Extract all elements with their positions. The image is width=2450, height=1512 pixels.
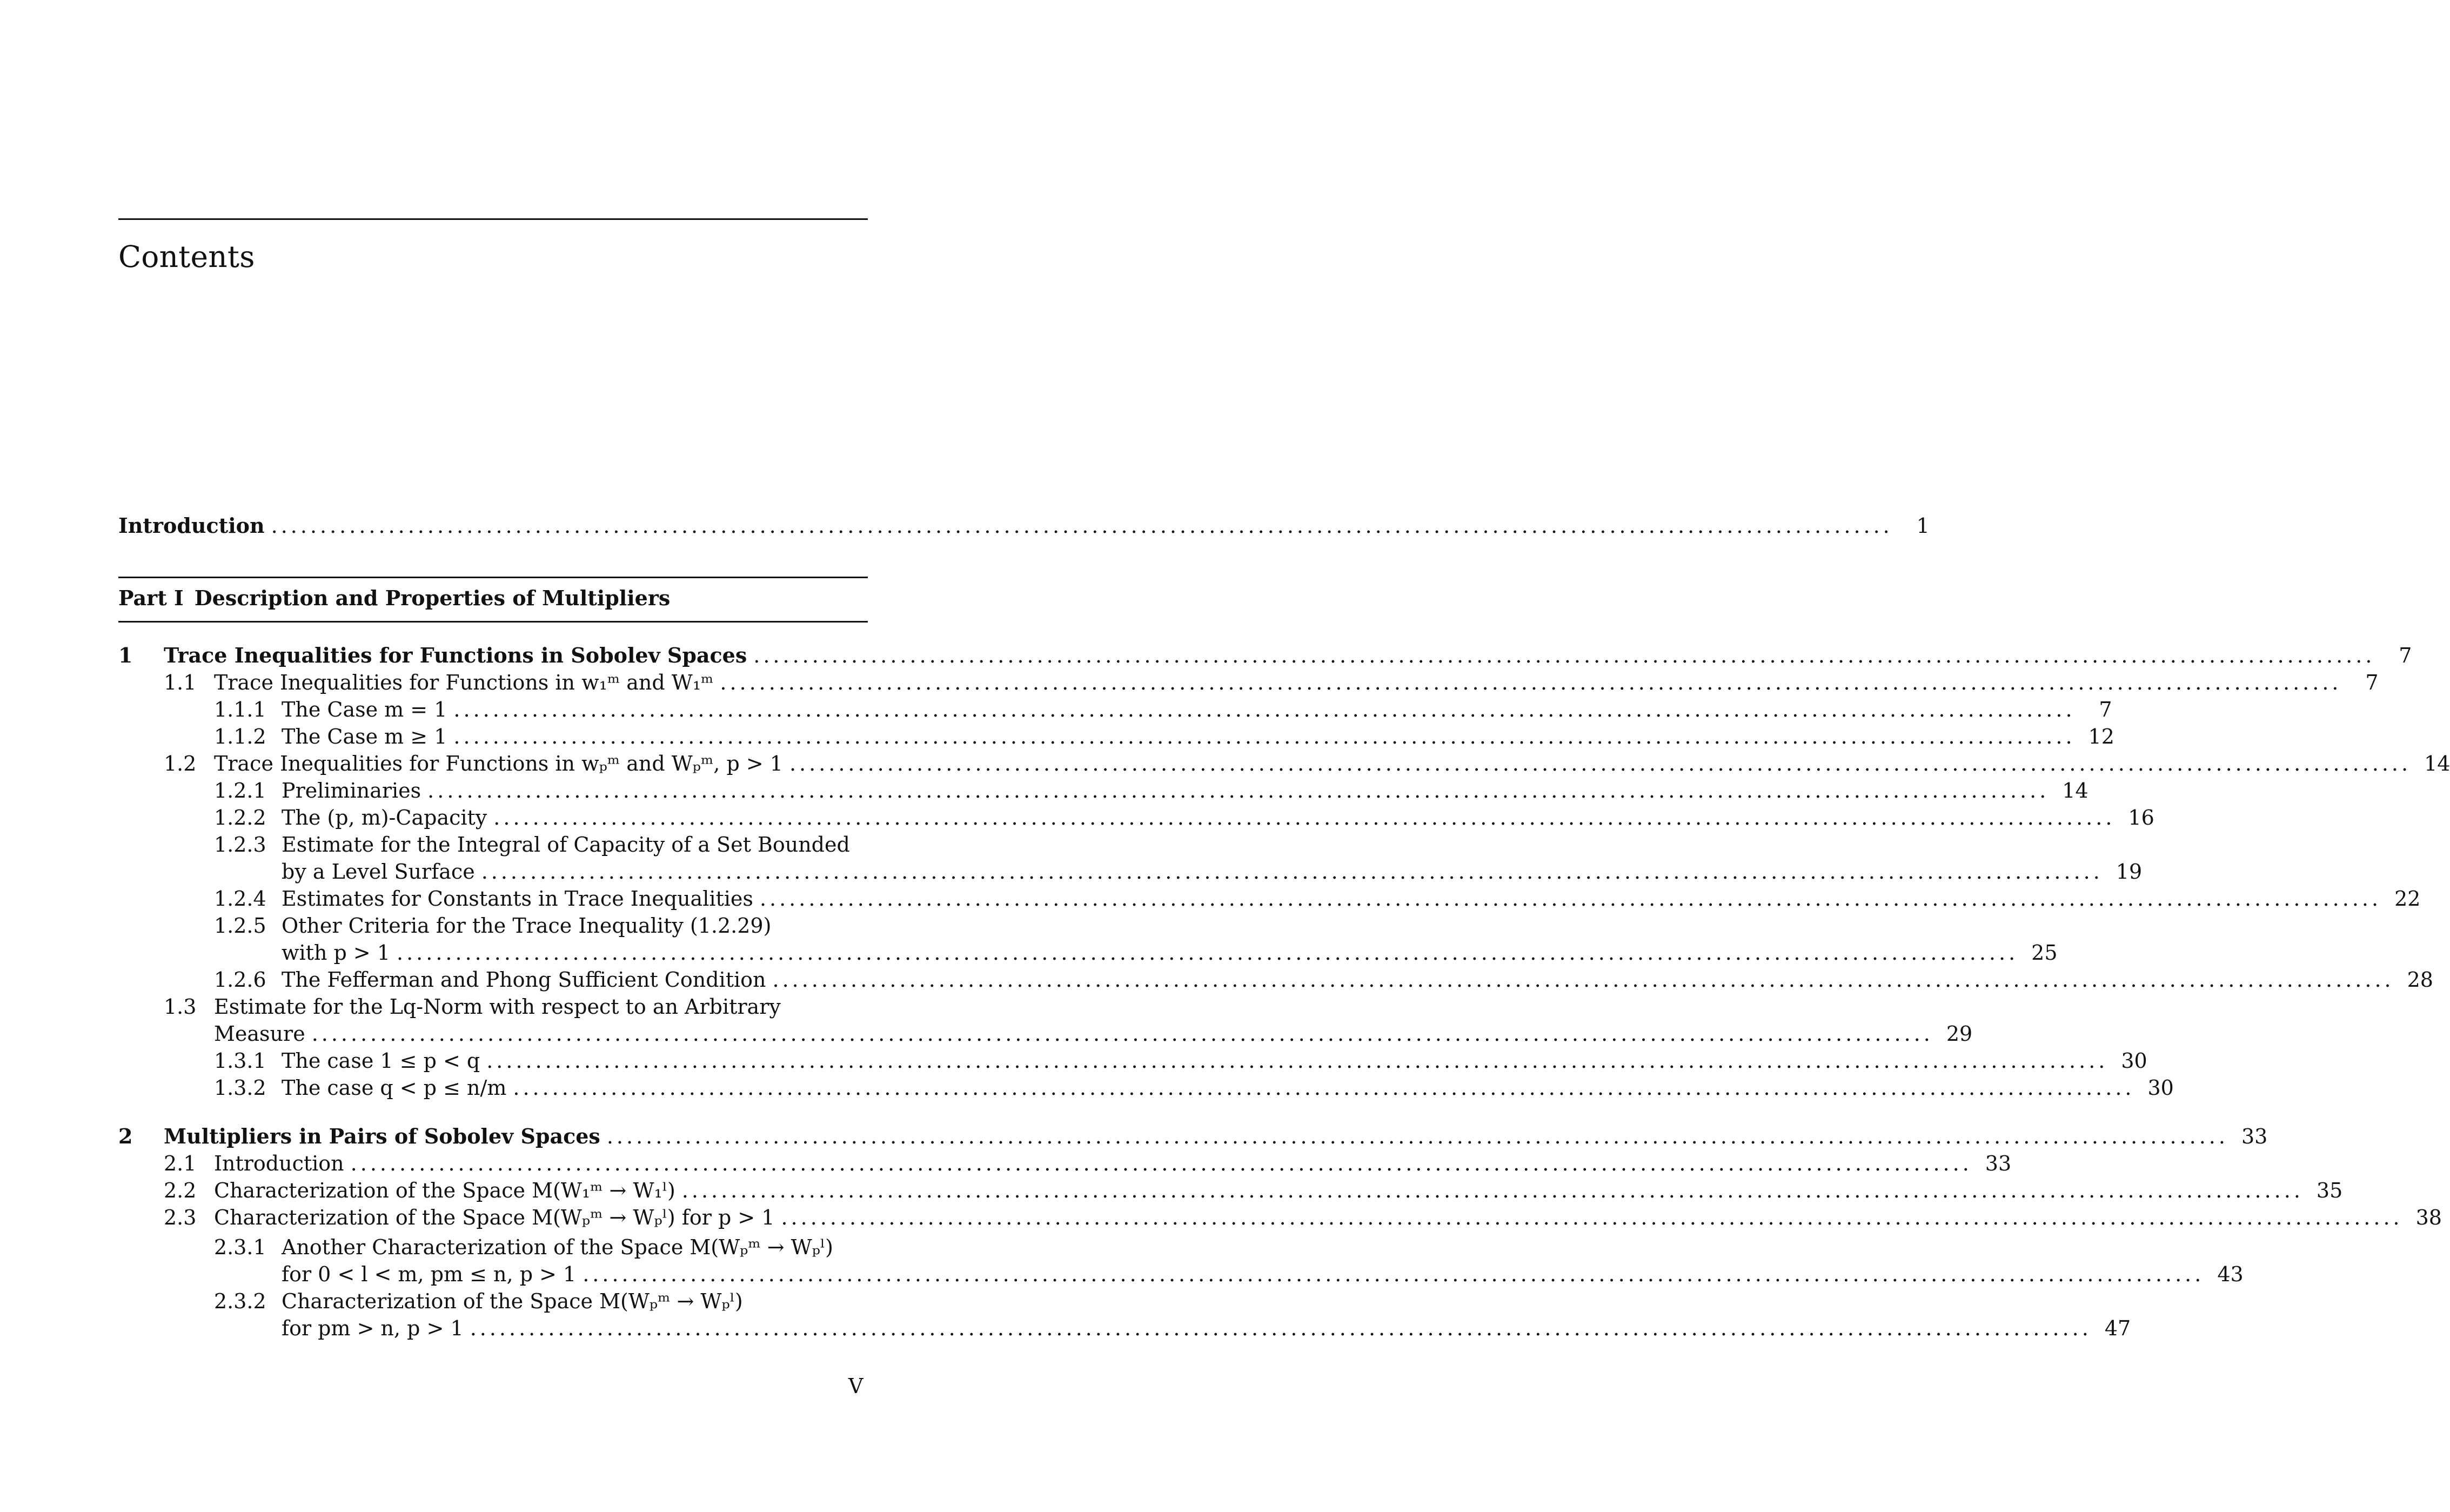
dot-leader: ...................................................................................................................................................................... (486, 1049, 2108, 1073)
part-heading (118, 586, 670, 610)
dot-leader: ...................................................................................................................................................................... (789, 752, 2412, 775)
page-number: 22 (2394, 887, 2421, 911)
dot-leader: ...................................................................................................................................................................... (753, 644, 2375, 667)
entry-title: The case 1 ≤ p < q (282, 1049, 480, 1073)
subsection-number: 1.2.1 (214, 779, 266, 802)
entry-body (282, 885, 2421, 912)
toc-entry-1-3-line2[interactable] (118, 1020, 1973, 1047)
page-number: 33 (1985, 1152, 2012, 1175)
entry-title: Characterization of the Space M(Wₚᵐ → Wₚˡ) for p > 1 (214, 1206, 775, 1229)
page-number: 7 (2099, 698, 2112, 721)
page-footer-number: V (848, 1374, 863, 1398)
page-number: 7 (2399, 644, 2412, 667)
entry-body (214, 750, 2450, 777)
dot-leader: ...................................................................................................................................................................... (681, 1179, 2304, 1202)
entry-title: Trace Inequalities for Functions in Sobolev Spaces (164, 643, 747, 667)
section-number: 1.3 (164, 995, 197, 1019)
toc-entry-1-2-1[interactable] (118, 777, 2088, 804)
toc-entry-2-3-1-line2[interactable] (118, 1261, 2244, 1288)
page-number: 47 (2104, 1316, 2131, 1340)
dot-leader: ...................................................................................................................................................................... (397, 941, 2019, 965)
dot-leader: ...................................................................................................................................................................... (271, 514, 1893, 538)
dot-leader: ...................................................................................................................................................................... (350, 1152, 1972, 1175)
part-top-rule (118, 577, 868, 578)
page-number: 35 (2316, 1179, 2343, 1202)
entry-body (282, 804, 2154, 831)
entry-body (214, 1020, 1973, 1047)
page-number: 16 (2128, 806, 2154, 829)
dot-leader: ...................................................................................................................................................................... (606, 1125, 2228, 1148)
dot-leader: ...................................................................................................................................................................... (583, 1262, 2205, 1286)
page-number: 29 (1946, 1022, 1973, 1046)
dot-leader: ...................................................................................................................................................................... (470, 1316, 2092, 1340)
entry-title-line1: Another Characterization of the Space M(Wₚᵐ → Wₚˡ) (282, 1235, 833, 1259)
dot-leader: ...................................................................................................................................................................... (427, 779, 2050, 802)
dot-leader: ...................................................................................................................................................................... (453, 725, 2076, 748)
toc-entry-1-2-5-line2[interactable] (118, 939, 2058, 966)
toc-entry-1-3-2[interactable] (118, 1074, 2174, 1101)
toc-entry-1-1[interactable] (118, 669, 2379, 696)
entry-body (282, 939, 2058, 966)
entry-title-line2: Measure (214, 1022, 305, 1046)
page-number: 28 (2407, 968, 2433, 992)
entry-body (282, 1261, 2244, 1288)
page-number: 7 (2365, 671, 2379, 694)
subsection-number: 2.3.1 (214, 1235, 266, 1259)
entry-body (214, 1177, 2343, 1204)
entry-title-line2: by a Level Surface (282, 860, 475, 884)
subsection-number: 1.2.4 (214, 887, 266, 911)
section-number: 1.1 (164, 671, 197, 694)
entry-title: The Case m = 1 (282, 698, 447, 721)
dot-leader: ...................................................................................................................................................................... (311, 1022, 1933, 1046)
toc-entry-chapter-2[interactable] (118, 1123, 2268, 1150)
toc-entry-1-1-1[interactable] (118, 696, 2112, 723)
toc-entry-2-3-1-line1[interactable] (118, 1234, 868, 1261)
entry-body (282, 777, 2088, 804)
subsection-number: 1.2.2 (214, 806, 266, 829)
dot-leader: ...................................................................................................................................................................... (513, 1076, 2135, 1100)
entry-body (282, 1047, 2147, 1074)
toc-entry-1-2[interactable] (118, 750, 2450, 777)
page-number: 12 (2088, 725, 2114, 748)
entry-title: The Case m ≥ 1 (282, 725, 447, 748)
toc-entry-2-3[interactable] (118, 1204, 2442, 1231)
entry-body (282, 966, 2433, 993)
entry-body (282, 723, 2114, 750)
dot-leader: ...................................................................................................................................................................... (481, 860, 2103, 884)
dot-leader: ...................................................................................................................................................................... (772, 968, 2394, 992)
subsection-number: 1.2.5 (214, 914, 266, 938)
part-title-text: Description and Properties of Multipliers (194, 586, 671, 610)
toc-entry-1-3-1[interactable] (118, 1047, 2147, 1074)
subsection-number: 1.2.3 (214, 833, 266, 857)
entry-title: The Fefferman and Phong Sufficient Condition (282, 968, 766, 992)
entry-title-line1: Estimate for the Lq-Norm with respect to an Arbitrary (214, 995, 781, 1019)
dot-leader: ...................................................................................................................................................................... (720, 671, 2342, 694)
entry-title-line1: Estimate for the Integral of Capacity of a Set Bounded (282, 833, 850, 857)
toc-entry-1-3-line1[interactable] (118, 993, 868, 1020)
subsection-number: 1.3.2 (214, 1076, 266, 1100)
section-number: 1.2 (164, 752, 197, 775)
dot-leader: ...................................................................................................................................................................... (759, 887, 2382, 911)
subsection-number: 2.3.2 (214, 1289, 266, 1313)
entry-title-line2: for pm > n, p > 1 (282, 1316, 464, 1340)
toc-entry-1-2-6[interactable] (118, 966, 2433, 993)
toc-entry-1-1-2[interactable] (118, 723, 2114, 750)
entry-title: Introduction (118, 513, 265, 538)
entry-body (118, 512, 1930, 539)
toc-entry-2-3-2-line2[interactable] (118, 1315, 2131, 1342)
chapter-number: 2 (118, 1124, 133, 1148)
toc-entry-1-2-2[interactable] (118, 804, 2154, 831)
part-bottom-rule (118, 621, 868, 623)
entry-body (164, 642, 2412, 669)
toc-entry-introduction[interactable] (118, 512, 1930, 539)
entry-title-line2: with p > 1 (282, 941, 391, 965)
entry-title: Characterization of the Space M(W₁ᵐ → W₁ˡ) (214, 1179, 675, 1202)
entry-body (214, 1150, 2012, 1177)
entry-body (214, 669, 2379, 696)
toc-entry-1-2-3-line2[interactable] (118, 858, 2143, 885)
entry-body (282, 1315, 2131, 1342)
entry-body (164, 1123, 2268, 1150)
page-number: 1 (1916, 514, 1930, 538)
entry-title: Trace Inequalities for Functions in w₁ᵐ and W₁ᵐ (214, 671, 714, 694)
entry-title: The (p, m)-Capacity (282, 806, 487, 829)
page-number: 14 (2424, 752, 2450, 775)
part-label: Part I (118, 586, 184, 610)
page-number: 25 (2031, 941, 2058, 965)
toc-entry-1-2-5-line1[interactable] (118, 912, 868, 939)
page-number: 14 (2062, 779, 2088, 802)
toc-entry-2-3-2-line1[interactable] (118, 1288, 868, 1315)
entry-title: The case q < p ≤ n/m (282, 1076, 507, 1100)
toc-entry-1-2-4[interactable] (118, 885, 2421, 912)
top-rule (118, 218, 868, 220)
page-number: 19 (2116, 860, 2143, 884)
section-number: 2.3 (164, 1206, 197, 1229)
page-title: Contents (118, 239, 255, 274)
page-number: 38 (2415, 1206, 2442, 1229)
entry-title: Multipliers in Pairs of Sobolev Spaces (164, 1124, 600, 1148)
entry-title-line1: Characterization of the Space M(Wₚᵐ → Wₚˡ) (282, 1289, 743, 1313)
page-number: 33 (2241, 1125, 2268, 1148)
entry-body (282, 1074, 2174, 1101)
subsection-number: 1.1.2 (214, 725, 266, 748)
entry-title-line1: Other Criteria for the Trace Inequality (1.2.29) (282, 914, 772, 938)
page-number: 43 (2217, 1262, 2244, 1286)
subsection-number: 1.3.1 (214, 1049, 266, 1073)
page-number: 30 (2147, 1076, 2174, 1100)
section-number: 2.2 (164, 1179, 197, 1202)
dot-leader: ...................................................................................................................................................................... (493, 806, 2116, 829)
entry-title: Estimates for Constants in Trace Inequalities (282, 887, 753, 911)
entry-title: Introduction (214, 1152, 344, 1175)
entry-title: Trace Inequalities for Functions in wₚᵐ and Wₚᵐ, p > 1 (214, 752, 783, 775)
dot-leader: ...................................................................................................................................................................... (453, 698, 2076, 721)
toc-entry-2-1[interactable] (118, 1150, 2012, 1177)
toc-entry-chapter-1[interactable] (118, 642, 2412, 669)
entry-body (282, 696, 2112, 723)
entry-title: Preliminaries (282, 779, 421, 802)
section-number: 2.1 (164, 1152, 197, 1175)
page-number: 30 (2121, 1049, 2147, 1073)
toc-entry-2-2[interactable] (118, 1177, 2343, 1204)
chapter-number: 1 (118, 643, 133, 667)
subsection-number: 1.2.6 (214, 968, 266, 992)
entry-title-line2: for 0 < l < m, pm ≤ n, p > 1 (282, 1262, 577, 1286)
entry-body (282, 858, 2143, 885)
toc-entry-1-2-3-line1[interactable] (118, 831, 868, 858)
subsection-number: 1.1.1 (214, 698, 266, 721)
dot-leader: ...................................................................................................................................................................... (781, 1206, 2403, 1229)
entry-body (214, 1204, 2442, 1231)
